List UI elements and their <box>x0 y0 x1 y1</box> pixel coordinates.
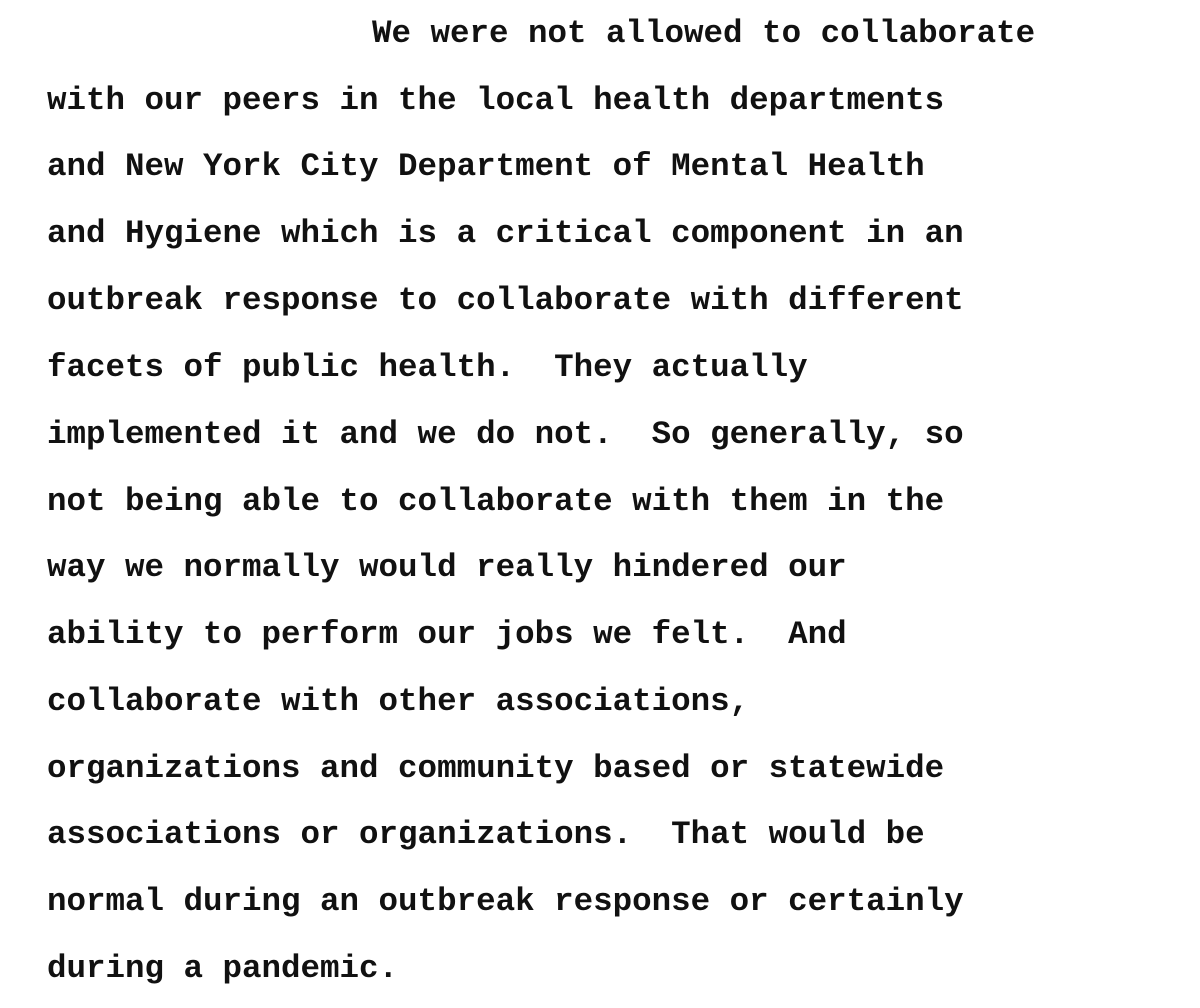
transcript-line: We were not allowed to collaborate <box>372 15 1036 52</box>
transcript-line: implemented it and we do not. So generally, so <box>47 416 964 453</box>
transcript-line: way we normally would really hindered our <box>47 549 847 586</box>
transcript-line: and Hygiene which is a critical component in an <box>47 215 964 252</box>
transcript-line: organizations and community based or statewide <box>47 750 945 787</box>
transcript-line: and New York City Department of Mental Health <box>47 148 925 185</box>
transcript-line: normal during an outbreak response or certainly <box>47 883 964 920</box>
transcript-line: with our peers in the local health departments <box>47 82 945 119</box>
transcript-line: facets of public health. They actually <box>47 349 808 386</box>
transcript-line: outbreak response to collaborate with different <box>47 282 964 319</box>
transcript-line: associations or organizations. That would be <box>47 816 925 853</box>
transcript-line: not being able to collaborate with them in the <box>47 483 945 520</box>
transcript-line: ability to perform our jobs we felt. And <box>47 616 847 653</box>
transcript-line: collaborate with other associations, <box>47 683 750 720</box>
transcript-line: during a pandemic. <box>47 950 399 987</box>
